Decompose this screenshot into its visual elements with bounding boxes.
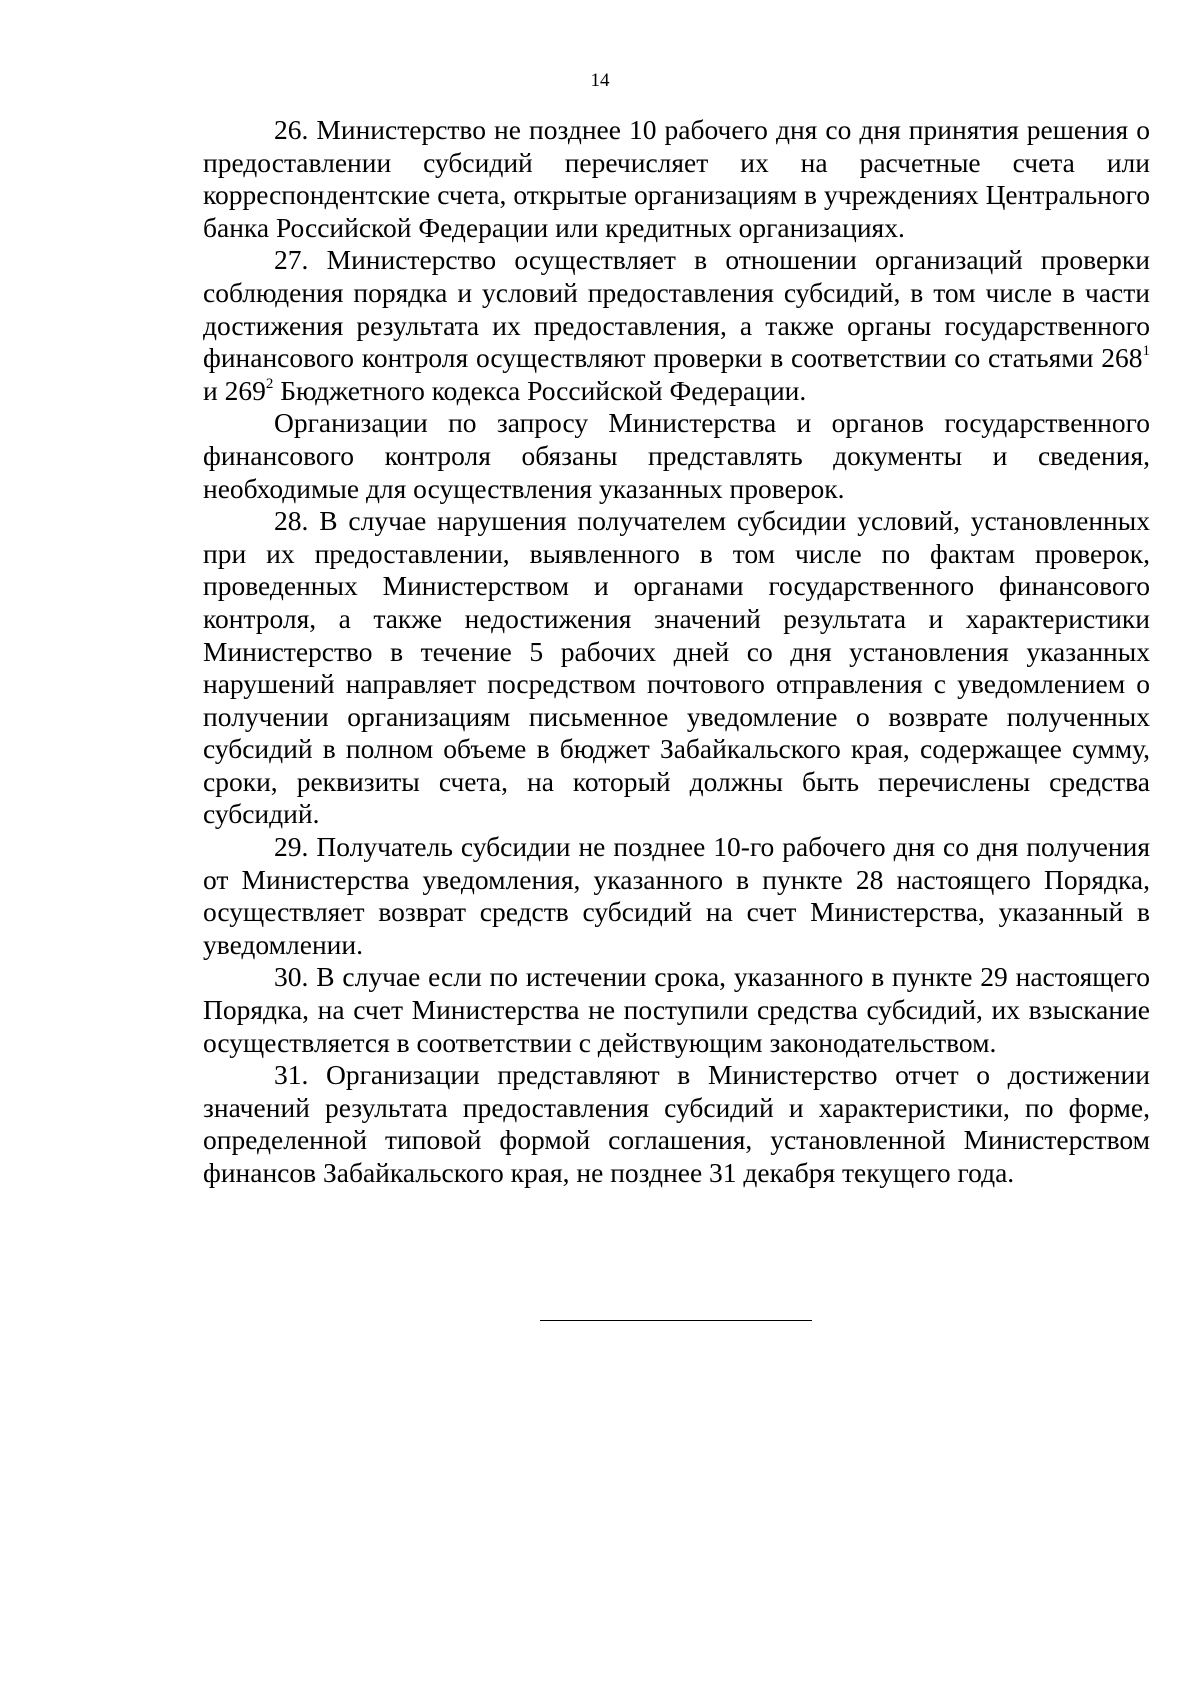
document-body xyxy=(203,114,1150,1190)
superscript-2: 2 xyxy=(265,375,274,392)
page-number: 14 xyxy=(590,70,610,91)
end-of-document-rule xyxy=(540,1320,812,1321)
paragraph-30: 30. В случае если по истечении срока, указанного в пункте 29 настоящего Порядка, на счет Министерства не поступили средства субсидий, их взыскание осуществляется в соответствии с действующим законодательством. xyxy=(203,961,1150,1058)
paragraph-31: 31. Организации представляют в Министерство отчет о достижении значений результата предоставления субсидий и характеристики, по форме, определенной типовой формой соглашения, установленной Министерством финансов Забайкальского края, не позднее 31 декабря текущего года. xyxy=(203,1059,1150,1188)
paragraph-27-lead: 27. Министерство осуществляет в отношении организаций проверки соблюдения порядка и условий предоставления субсидий, в том числе в части достижения результата их предоставления, а также органы государственного финансового контроля осуществляют проверки в соответствии со статьями 268 xyxy=(203,244,1150,374)
paragraph-27 xyxy=(203,244,1150,407)
paragraph-29: 29. Получатель субсидии не позднее 10-го рабочего дня со дня получения от Министерства уведомления, указанного в пункте 28 настоящего Порядка, осуществляет возврат средств субсидий на счет Министерства, указанный в уведомлении. xyxy=(203,831,1150,960)
superscript-1: 1 xyxy=(1142,343,1150,360)
paragraph-28: 28. В случае нарушения получателем субсидии условий, установленных при их предоставлении, выявленного в том числе по фактам проверок, проведенных Министерством и органами государственного финансового контроля, а также недостижения значений результата и характеристики Министерство в течение 5 рабочих дней со дня установления указанных нарушений направляет посредством почтового отправления с уведомлением о получении организациям письменное уведомление о возврате полученных субсидий в полном объеме в бюджет Забайкальского края, содержащее сумму, сроки, реквизиты счета, на который должны быть перечислены средства субсидий. xyxy=(203,505,1150,830)
paragraph-27-middle: и 269 xyxy=(203,374,266,406)
paragraph-27-continuation: Организации по запросу Министерства и органов государственного финансового контроля обязаны представлять документы и сведения, необходимые для осуществления указанных проверок. xyxy=(203,407,1150,504)
paragraph-26: 26. Министерство не позднее 10 рабочего дня со дня принятия решения о предоставлении субсидий перечисляет их на расчетные счета или корреспондентские счета, открытые организациям в учреждениях Центрального банка Российской Федерации или кредитных организациях. xyxy=(203,114,1150,243)
paragraph-27-tail: Бюджетного кодекса Российской Федерации. xyxy=(273,374,807,406)
